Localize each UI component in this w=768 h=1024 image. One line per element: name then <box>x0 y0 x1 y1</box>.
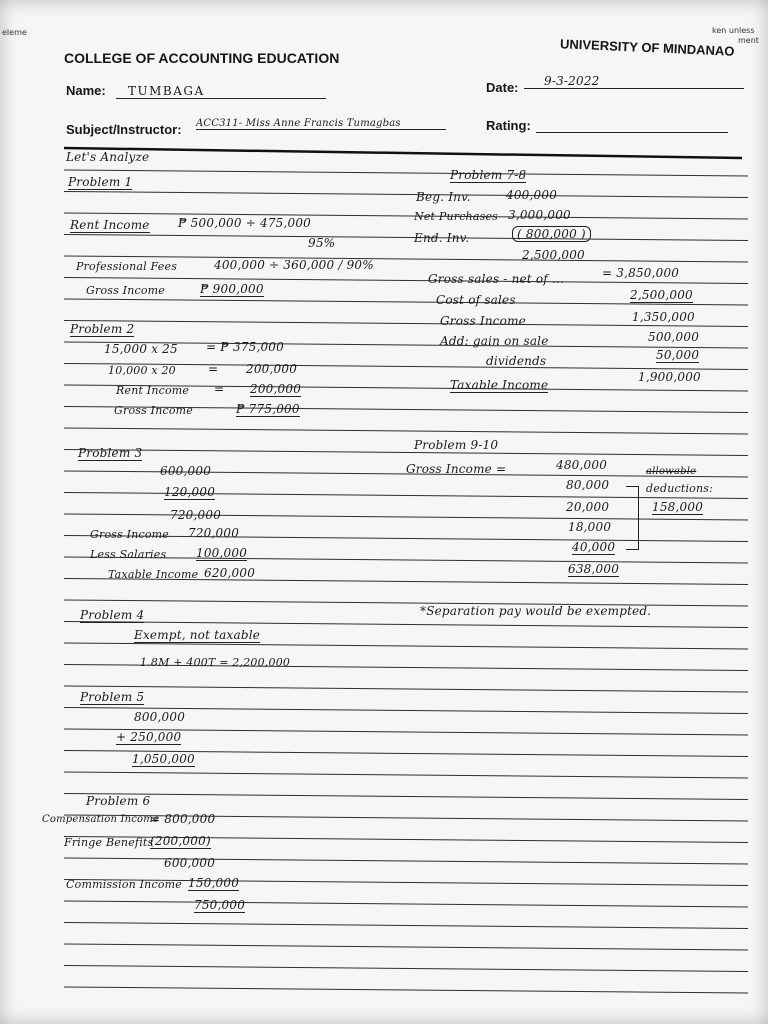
ruled-line <box>64 794 748 800</box>
p2-row2-value: 200,000 <box>246 362 298 376</box>
p5-value-3: 1,050,000 <box>132 752 195 766</box>
p78-beg-label: Beg. Inv. <box>416 190 471 204</box>
p6-commission-value: 150,000 <box>188 876 240 890</box>
p3-salaries-label: Less Salaries <box>90 548 167 561</box>
rating-label: Rating: <box>486 118 531 133</box>
p3-value-1: 600,000 <box>160 464 212 478</box>
p1-prof-calc: 400,000 ÷ 360,000 / 90% <box>214 258 374 272</box>
problem-5-heading: Problem 5 <box>80 690 145 704</box>
ruled-line <box>64 944 748 950</box>
ruled-line <box>64 450 748 456</box>
p2-row1-calc: 15,000 x 25 <box>104 342 178 356</box>
p2-gross-label: Gross Income <box>114 404 194 417</box>
p1-prof-label: Professional Fees <box>76 260 178 273</box>
ruled-line <box>64 622 748 628</box>
p78-cogs: 2,500,000 <box>522 248 585 262</box>
subject-label: Subject/Instructor: <box>66 122 182 137</box>
p6-subtotal: 600,000 <box>164 856 216 870</box>
p78-taxable-label: Taxable Income <box>450 378 549 392</box>
p1-gross-label: Gross Income <box>86 284 166 297</box>
p910-value-3: 20,000 <box>566 500 610 514</box>
subject-value: ACC311- Miss Anne Francis Tumagbas <box>196 118 446 130</box>
p6-fringe-value: (200,000) <box>150 834 211 848</box>
problem-9-10-heading: Problem 9-10 <box>414 438 499 452</box>
p78-gross-income-label: Gross Income <box>440 314 526 328</box>
p4-line-1: Exempt, not taxable <box>134 628 261 642</box>
p910-value-4: 18,000 <box>568 520 612 534</box>
p910-bracket <box>626 486 639 550</box>
ruled-line <box>64 923 748 929</box>
problem-7-8-heading: Problem 7-8 <box>450 168 527 182</box>
p6-total: 750,000 <box>194 898 246 912</box>
p2-row2-eq: = <box>208 362 219 376</box>
p6-fringe-label: Fringe Benefits <box>64 836 154 849</box>
p1-gross-value: ₱ 900,000 <box>200 282 264 296</box>
p2-row3-label: Rent Income <box>116 384 190 397</box>
p78-purchases-value: 3,000,000 <box>508 208 571 222</box>
p5-value-1: 800,000 <box>134 710 186 724</box>
p3-gross-value: 720,000 <box>188 526 240 540</box>
problem-3-heading: Problem 3 <box>78 446 143 460</box>
separation-pay-note: *Separation pay would be exempted. <box>420 604 652 618</box>
problem-2-heading: Problem 2 <box>70 322 135 336</box>
p6-compensation-label: Compensation Income <box>42 814 160 825</box>
p1-rent-calc: ₱ 500,000 ÷ 475,000 <box>178 216 312 230</box>
p6-commission-label: Commission Income <box>66 878 182 891</box>
p3-taxable-label: Taxable Income <box>108 568 199 581</box>
p910-value-2: 80,000 <box>566 478 610 492</box>
p3-value-3: 720,000 <box>170 508 222 522</box>
p78-purchases-label: Net Purchases <box>414 210 498 223</box>
header-divider <box>64 148 742 158</box>
university-name: UNIVERSITY OF MINDANAO <box>559 36 735 59</box>
college-name: COLLEGE OF ACCOUNTING EDUCATION <box>64 50 340 66</box>
p78-cost-value: 2,500,000 <box>630 288 693 302</box>
p910-value-1: 480,000 <box>556 458 608 472</box>
edge-fragment-left: eleme <box>2 28 27 37</box>
p1-rent-percent: 95% <box>308 236 336 250</box>
ruled-line <box>64 966 748 972</box>
name-value: TUMBAGA <box>116 84 326 99</box>
p78-add-label: Add: gain on sale <box>440 334 549 348</box>
p78-gross-income-value: 1,350,000 <box>632 310 695 324</box>
p78-gross-sales-value: = 3,850,000 <box>602 266 680 280</box>
p3-value-2: 120,000 <box>164 485 216 499</box>
p5-value-2: + 250,000 <box>116 730 182 744</box>
p78-dividends-label: dividends <box>486 354 547 368</box>
p3-salaries-value: 100,000 <box>196 546 248 560</box>
rating-line <box>536 120 728 133</box>
p2-row2-calc: 10,000 x 20 <box>108 364 176 377</box>
name-label: Name: <box>66 83 106 98</box>
p2-row3-value: 200,000 <box>250 382 302 396</box>
p910-total: 638,000 <box>568 562 620 576</box>
p910-value-5: 40,000 <box>572 540 616 554</box>
ruled-line <box>64 213 748 219</box>
ruled-line <box>64 192 748 198</box>
p2-gross-value: ₱ 775,000 <box>236 402 300 416</box>
p78-end-value: ( 800,000 ) <box>512 226 591 242</box>
p6-compensation-value: = 800,000 <box>150 812 216 826</box>
problem-6-heading: Problem 6 <box>86 794 151 808</box>
ruled-line <box>64 643 748 649</box>
p4-line-2: 1.8M + 400T = 2,200,000 <box>140 656 291 669</box>
p910-deductions-label: deductions: <box>646 482 714 495</box>
ruled-line <box>64 987 748 993</box>
p78-cost-label: Cost of sales <box>436 293 516 307</box>
p910-allowable-label: allowable <box>646 466 697 477</box>
p3-gross-label: Gross Income <box>90 528 170 541</box>
ruled-line <box>64 557 748 563</box>
p78-taxable-value: 1,900,000 <box>638 370 701 384</box>
ruled-line <box>64 686 748 692</box>
p78-gross-sales-label: Gross sales - net of ... <box>428 272 564 286</box>
p910-gross-label: Gross Income = <box>406 462 507 476</box>
p3-taxable-value: 620,000 <box>204 566 256 580</box>
ruled-line <box>64 235 748 241</box>
ruled-line <box>64 170 748 176</box>
section-title: Let's Analyze <box>66 150 150 164</box>
edge-fragment-right-top: ken unless <box>712 26 755 35</box>
p78-dividends-value: 50,000 <box>656 348 700 362</box>
p78-beg-value: 400,000 <box>506 188 558 202</box>
p1-rent-label: Rent Income <box>70 218 150 232</box>
edge-fragment-right-bottom: ment <box>738 36 759 45</box>
ruled-line <box>64 428 748 434</box>
p2-row3-eq: = <box>214 382 225 396</box>
ruled-line <box>64 772 748 778</box>
p78-add-value: 500,000 <box>648 330 700 344</box>
date-value: 9-3-2022 <box>524 74 744 89</box>
ruled-line <box>64 514 748 520</box>
problem-4-heading: Problem 4 <box>80 608 145 622</box>
p78-end-label: End. Inv. <box>414 231 470 245</box>
date-label: Date: <box>486 80 519 95</box>
p2-row1-value: = ₱ 375,000 <box>206 340 284 354</box>
ruled-line <box>64 901 748 907</box>
p910-deductions-value: 158,000 <box>652 500 704 514</box>
problem-1-heading: Problem 1 <box>68 175 133 189</box>
